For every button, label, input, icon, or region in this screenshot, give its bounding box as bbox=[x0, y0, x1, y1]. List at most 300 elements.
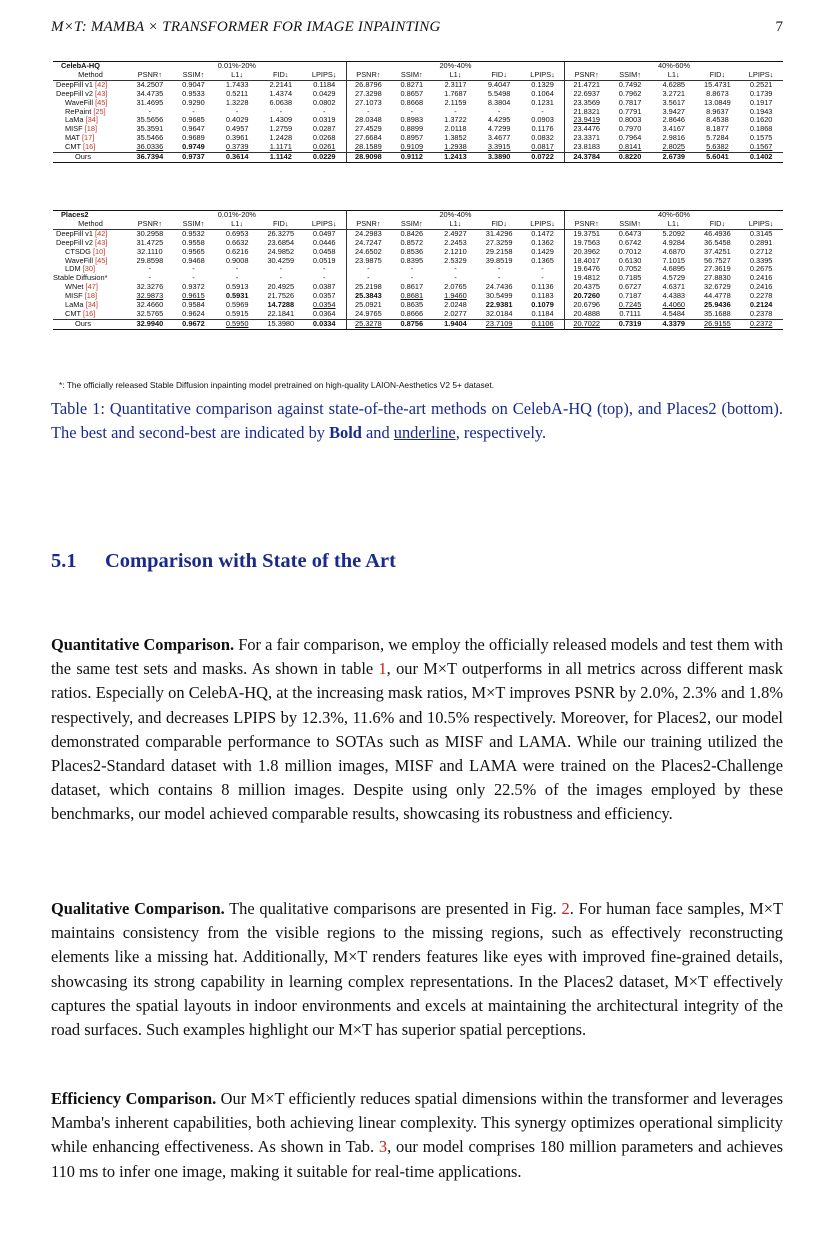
section-number: 5.1 bbox=[51, 550, 77, 572]
metric-value-ours: 0.9112 bbox=[390, 153, 434, 163]
metric-value: 21.8321 bbox=[565, 108, 609, 117]
metric-value-ours: 0.0722 bbox=[521, 153, 565, 163]
metric-value: 25.0921 bbox=[346, 301, 390, 310]
metric-value: 7.1015 bbox=[662, 256, 686, 265]
metric-value: 0.5913 bbox=[225, 283, 249, 292]
method-name bbox=[53, 301, 128, 310]
metric-value-ours: 0.5950 bbox=[215, 319, 259, 329]
section-heading bbox=[51, 550, 396, 573]
metric-value: 0.9290 bbox=[182, 98, 205, 107]
metric-value: 1.2428 bbox=[269, 134, 293, 143]
metric-value: 1.3852 bbox=[444, 134, 467, 143]
metric-value-ours: 0.7319 bbox=[608, 319, 652, 329]
mask-ratio-group: 0.01%-20% bbox=[128, 211, 346, 220]
metric-value: 0.6742 bbox=[618, 238, 642, 247]
metric-value: 0.0497 bbox=[312, 229, 336, 238]
paragraph-qualitative bbox=[51, 897, 783, 1042]
metric-value: 34.2507 bbox=[136, 80, 164, 89]
metric-value: - bbox=[410, 274, 414, 283]
method-label: LDM bbox=[65, 265, 81, 274]
metric-column-header: PSNR↑ bbox=[346, 220, 390, 229]
metric-value: 24.9765 bbox=[346, 310, 390, 319]
metric-value: 3.9427 bbox=[662, 107, 686, 116]
metric-value: 0.0903 bbox=[531, 116, 554, 125]
citation-link[interactable]: [43] bbox=[95, 89, 108, 98]
metric-value: 31.4725 bbox=[136, 238, 164, 247]
metric-value: - bbox=[148, 265, 152, 274]
metric-value: 32.9873 bbox=[136, 292, 164, 301]
metric-value: 0.1917 bbox=[749, 98, 773, 107]
metric-value: 9.4047 bbox=[487, 80, 511, 89]
metric-value: 4.4295 bbox=[487, 116, 511, 125]
metric-value: 0.2416 bbox=[749, 274, 773, 283]
method-label: MAT bbox=[65, 134, 80, 143]
metric-value: 0.5211 bbox=[226, 89, 249, 98]
metric-value: 27.1073 bbox=[346, 99, 390, 108]
metric-value: 8.8673 bbox=[706, 89, 729, 98]
metric-value: 23.9419 bbox=[565, 116, 609, 125]
metric-value: 0.8395 bbox=[400, 256, 424, 265]
metric-value: 2.9816 bbox=[662, 134, 686, 143]
metric-value-ours: 0.9737 bbox=[172, 153, 216, 163]
mask-ratio-group: 20%-40% bbox=[346, 211, 564, 220]
table-ref-link[interactable]: 3 bbox=[378, 1137, 388, 1157]
metric-value: 0.0446 bbox=[312, 238, 336, 247]
metric-value: 1.3722 bbox=[444, 116, 467, 125]
citation-link[interactable]: [34] bbox=[85, 301, 98, 310]
citation-link[interactable]: [18] bbox=[84, 292, 98, 301]
metric-value: 1.1171 bbox=[269, 143, 292, 152]
table-footnote: *: The officially released Stable Diffusion inpainting model pretrained on high-quality LAION-Aesthetics V2 5+ dataset. bbox=[59, 380, 495, 390]
metric-value: - bbox=[497, 274, 501, 283]
metric-column-header: LPIPS↓ bbox=[739, 220, 783, 229]
method-name bbox=[53, 310, 128, 319]
metric-value-ours: 3.3890 bbox=[477, 153, 521, 163]
metric-value: 32.6729 bbox=[704, 283, 731, 292]
metric-value: - bbox=[322, 265, 326, 274]
metric-column-header: LPIPS↓ bbox=[521, 220, 565, 229]
metric-column-header: SSIM↑ bbox=[608, 71, 652, 80]
metric-value: 2.0248 bbox=[444, 301, 467, 310]
metric-value: 0.0261 bbox=[312, 143, 336, 152]
metric-value: 0.9532 bbox=[182, 229, 205, 238]
method-label: Stable Diffusion* bbox=[53, 274, 108, 283]
citation-link[interactable]: [25] bbox=[93, 107, 106, 116]
metric-value: 5.5498 bbox=[487, 89, 511, 98]
metric-value: 0.0458 bbox=[312, 247, 336, 256]
metric-value-ours: 25.3278 bbox=[346, 319, 390, 329]
table-ref-link[interactable]: 1 bbox=[378, 659, 387, 679]
metric-value: 0.2124 bbox=[749, 301, 773, 310]
metric-value: 0.6216 bbox=[225, 247, 249, 256]
metric-value: 20.6796 bbox=[565, 301, 609, 310]
metric-value: 3.4677 bbox=[487, 134, 511, 143]
metric-value: 4.6895 bbox=[662, 265, 686, 274]
metric-value: 0.9533 bbox=[182, 89, 205, 98]
metric-value: 2.2141 bbox=[269, 80, 293, 89]
metric-value: 0.8426 bbox=[400, 229, 424, 238]
metric-value: 4.6285 bbox=[662, 80, 686, 89]
metric-value: 0.8617 bbox=[400, 283, 424, 292]
metric-column-header: PSNR↑ bbox=[565, 220, 609, 229]
citation-link[interactable]: [16] bbox=[82, 309, 96, 318]
citation-link[interactable]: [34] bbox=[85, 116, 98, 125]
metric-value: - bbox=[192, 265, 195, 274]
metric-value: 0.8635 bbox=[400, 301, 424, 310]
caption-mid: and bbox=[361, 422, 394, 442]
metric-value: 23.3569 bbox=[565, 99, 609, 108]
metric-value: 0.8003 bbox=[618, 116, 642, 125]
metric-value: 37.4251 bbox=[704, 247, 731, 256]
metric-value: 4.5484 bbox=[662, 309, 686, 318]
metric-value: 35.5656 bbox=[136, 116, 164, 125]
metric-value: - bbox=[279, 274, 283, 283]
metric-value: 1.2759 bbox=[269, 125, 293, 134]
method-label: WaveFill bbox=[65, 98, 94, 107]
metric-value: - bbox=[279, 107, 283, 116]
metric-column-header: LPIPS↓ bbox=[521, 71, 565, 80]
metric-value: - bbox=[541, 107, 544, 116]
method-name bbox=[53, 134, 128, 143]
metric-value: 0.1329 bbox=[531, 80, 554, 89]
metric-value-ours: 28.9098 bbox=[346, 153, 390, 163]
metric-value: 5.7284 bbox=[706, 134, 729, 143]
metric-value: 0.8957 bbox=[400, 134, 424, 143]
metric-value: 0.7245 bbox=[618, 301, 642, 310]
metric-value: 22.1841 bbox=[267, 309, 295, 318]
citation-link[interactable]: [18] bbox=[84, 125, 98, 134]
method-name-ours: Ours bbox=[53, 319, 128, 329]
metric-value: 0.0354 bbox=[312, 301, 336, 310]
metric-column-header: PSNR↑ bbox=[128, 220, 172, 229]
method-name bbox=[53, 90, 128, 99]
metric-value: - bbox=[497, 107, 501, 116]
para-heading: Efficiency Comparison. bbox=[51, 1089, 217, 1108]
metric-value: 5.2092 bbox=[662, 229, 686, 238]
metric-value: 28.1589 bbox=[346, 143, 390, 152]
metric-value: 0.0817 bbox=[531, 143, 554, 152]
running-title: M×T: MAMBA × TRANSFORMER FOR IMAGE INPAINTING bbox=[51, 19, 441, 35]
metric-value: - bbox=[497, 265, 501, 274]
caption-bold-word: Bold bbox=[329, 422, 362, 442]
metric-value: 32.1110 bbox=[137, 247, 163, 256]
method-name bbox=[53, 283, 128, 292]
metric-value: 0.9689 bbox=[182, 134, 205, 143]
metric-value: 30.5499 bbox=[485, 292, 513, 301]
dataset-label: Places2 bbox=[53, 211, 128, 220]
metric-value-ours: 0.8220 bbox=[608, 153, 652, 163]
metric-value: 32.4660 bbox=[136, 301, 164, 310]
metric-value-ours: 0.0334 bbox=[303, 319, 347, 329]
metric-value: - bbox=[454, 107, 457, 116]
method-label: LaMa bbox=[65, 116, 84, 125]
method-label: CMT bbox=[65, 309, 81, 318]
metric-value: 0.2712 bbox=[749, 247, 773, 256]
metric-value: 31.4695 bbox=[136, 98, 164, 107]
metric-value: 27.6684 bbox=[346, 134, 390, 143]
metric-value: 19.7563 bbox=[565, 239, 609, 248]
metric-value: 2.3117 bbox=[444, 80, 467, 89]
metric-value: 2.2453 bbox=[444, 238, 467, 247]
metric-value: 1.4374 bbox=[269, 89, 293, 98]
method-label: DeepFill v1 bbox=[56, 80, 93, 89]
metric-value-ours: 1.2413 bbox=[434, 153, 478, 163]
metric-value: 34.4735 bbox=[136, 89, 164, 98]
metric-value: 35.3591 bbox=[136, 125, 164, 134]
metric-column-header: PSNR↑ bbox=[565, 71, 609, 80]
metric-value: 2.0277 bbox=[444, 309, 467, 318]
metric-column-header: FID↓ bbox=[477, 220, 521, 229]
metric-value-ours: 0.2372 bbox=[739, 319, 783, 329]
metric-value: 1.7687 bbox=[444, 89, 467, 98]
metric-column-header: SSIM↑ bbox=[172, 220, 216, 229]
metric-value-ours: 5.6041 bbox=[696, 153, 740, 163]
metric-value: 13.0849 bbox=[704, 98, 731, 107]
metric-value: 24.9852 bbox=[267, 247, 295, 256]
figure-ref-link[interactable]: 2 bbox=[561, 899, 570, 918]
metric-value: 0.8681 bbox=[400, 292, 424, 301]
metric-value: 0.1176 bbox=[531, 125, 554, 134]
metric-value: 0.6473 bbox=[618, 229, 642, 238]
metric-value: 0.8536 bbox=[400, 247, 424, 256]
metric-column-header: PSNR↑ bbox=[128, 71, 172, 80]
metric-value: 23.6854 bbox=[267, 238, 295, 247]
metric-value: 0.1079 bbox=[531, 301, 554, 310]
metric-value: 46.4936 bbox=[704, 229, 731, 238]
metric-value: - bbox=[541, 265, 544, 274]
method-name bbox=[53, 125, 128, 134]
metric-value: 35.5466 bbox=[136, 134, 164, 143]
metric-value: 0.7962 bbox=[618, 89, 642, 98]
method-label: WaveFill bbox=[65, 256, 94, 265]
metric-value: 20.4888 bbox=[565, 310, 609, 319]
metric-value: 0.7185 bbox=[618, 274, 642, 283]
metric-value: 31.4296 bbox=[485, 229, 513, 238]
method-label: MISF bbox=[65, 125, 83, 134]
metric-value-ours: 0.0229 bbox=[303, 153, 347, 163]
metric-column-header: FID↓ bbox=[259, 71, 303, 80]
para-heading: Quantitative Comparison. bbox=[51, 635, 235, 654]
mask-ratio-group: 40%-60% bbox=[565, 62, 783, 71]
metric-value: 27.8830 bbox=[704, 274, 731, 283]
caption-tail: , respectively. bbox=[455, 422, 547, 442]
metric-value: 27.4529 bbox=[346, 125, 390, 134]
metric-value: 2.0765 bbox=[444, 283, 467, 292]
mask-ratio-group: 0.01%-20% bbox=[128, 62, 346, 71]
metric-value: 25.9436 bbox=[704, 301, 731, 310]
metric-column-header: PSNR↑ bbox=[346, 71, 390, 80]
metric-value: - bbox=[279, 265, 283, 274]
method-name bbox=[53, 248, 128, 257]
method-name bbox=[53, 229, 128, 238]
metric-value: 27.3259 bbox=[485, 238, 513, 247]
metric-value: - bbox=[322, 107, 326, 116]
metric-value: 2.5329 bbox=[444, 256, 467, 265]
metric-value-ours: 15.3980 bbox=[259, 319, 303, 329]
metric-value: 0.0519 bbox=[312, 256, 336, 265]
metric-value: 4.9284 bbox=[662, 238, 686, 247]
metric-value: 0.9685 bbox=[182, 116, 205, 125]
metric-value: 2.1210 bbox=[444, 247, 467, 256]
table-places2 bbox=[53, 210, 783, 330]
metric-value: 22.6937 bbox=[565, 90, 609, 99]
metric-value: - bbox=[454, 274, 457, 283]
metric-column-header: L1↓ bbox=[215, 71, 259, 80]
para-text: Our M×T efficiently reduces spatial dimensions within the transformer and leverages Mamba's inherent capabilities, both achieving linear complexity. This synergy optimizes operational simplicity while enhancing effectiveness. As shown in Tab. bbox=[51, 1089, 783, 1157]
citation-link[interactable]: [45] bbox=[95, 256, 108, 265]
citation-link[interactable]: [43] bbox=[95, 238, 108, 247]
mask-ratio-group: 40%-60% bbox=[565, 211, 783, 220]
metric-value: 3.5617 bbox=[662, 98, 686, 107]
metric-value: 0.4029 bbox=[225, 116, 249, 125]
para-text: . For human face samples, M×T maintains consistency from the visible regions to the missing regions, such as effectively reconstructing elements like a missing hat. Additionally, M×T renders features like eyes with improved fine-grained details, showcasing its strong capability in learning complex representations. In the Places2 dataset, M×T effectively captures the spatial layouts in indoor environments and excels at maintaining the architectural integrity of the road surfaces. Such examples highlight our M×T has superior spatial perceptions. bbox=[51, 899, 784, 1040]
metric-value: 0.1620 bbox=[749, 116, 773, 125]
metric-value: 0.8572 bbox=[400, 238, 424, 247]
metric-value-ours: 2.6739 bbox=[652, 153, 696, 163]
method-label: DeepFill v2 bbox=[56, 238, 93, 247]
metric-value: 2.8025 bbox=[662, 143, 686, 152]
metric-value: 0.2891 bbox=[749, 238, 773, 247]
method-name bbox=[53, 116, 128, 125]
method-name-ours: Ours bbox=[53, 153, 128, 163]
metric-value: 0.2675 bbox=[749, 265, 773, 274]
metric-value: 0.2378 bbox=[749, 309, 773, 318]
metric-value: 0.5969 bbox=[225, 301, 249, 310]
metric-value: 0.7187 bbox=[618, 292, 642, 301]
citation-link[interactable]: [47] bbox=[85, 283, 98, 292]
metric-value: 56.7527 bbox=[704, 256, 731, 265]
metric-value: 25.2198 bbox=[346, 283, 390, 292]
metric-value-ours: 24.3784 bbox=[565, 153, 609, 163]
metric-value: 0.7817 bbox=[618, 98, 642, 107]
metric-value: 27.3619 bbox=[704, 265, 731, 274]
method-name bbox=[53, 274, 128, 283]
metric-value-ours: 0.9672 bbox=[172, 319, 216, 329]
metric-value: 20.3962 bbox=[565, 248, 609, 257]
section-title: Comparison with State of the Art bbox=[105, 550, 396, 572]
metric-value: 4.6870 bbox=[662, 247, 686, 256]
metric-value: 32.3276 bbox=[136, 283, 164, 292]
metric-value: 0.1064 bbox=[531, 89, 554, 98]
method-column-header: Method bbox=[53, 220, 128, 229]
table-caption bbox=[51, 397, 783, 445]
metric-value: - bbox=[346, 265, 390, 274]
metric-value: 0.9647 bbox=[182, 125, 205, 134]
metric-value-ours: 23.7109 bbox=[477, 319, 521, 329]
citation-link[interactable]: [45] bbox=[95, 98, 108, 107]
citation-link[interactable]: [10] bbox=[92, 247, 106, 256]
method-name bbox=[53, 257, 128, 266]
metric-value: 24.7247 bbox=[346, 239, 390, 248]
metric-value: - bbox=[148, 107, 152, 116]
metric-value: 4.4383 bbox=[662, 292, 686, 301]
metric-value: 0.1739 bbox=[749, 89, 773, 98]
metric-value: 0.0387 bbox=[312, 283, 336, 292]
metric-value: 26.8796 bbox=[346, 80, 390, 89]
metric-value: 0.9624 bbox=[182, 309, 205, 318]
metric-value: 3.2721 bbox=[662, 89, 686, 98]
metric-value-ours: 4.3379 bbox=[652, 319, 696, 329]
metric-value: 0.9109 bbox=[400, 143, 424, 152]
metric-value: 0.7012 bbox=[618, 247, 642, 256]
metric-column-header: SSIM↑ bbox=[608, 220, 652, 229]
metric-value: 0.1943 bbox=[749, 107, 773, 116]
metric-column-header: FID↓ bbox=[696, 220, 740, 229]
metric-value: 0.8899 bbox=[400, 125, 424, 134]
metric-column-header: SSIM↑ bbox=[390, 220, 434, 229]
metric-value: 39.8519 bbox=[485, 256, 513, 265]
citation-link[interactable]: [17] bbox=[81, 134, 95, 143]
table-celeba-hq bbox=[53, 61, 783, 163]
metric-value: 35.1688 bbox=[704, 309, 731, 318]
metric-value: 0.0319 bbox=[312, 116, 336, 125]
metric-value: 0.7964 bbox=[618, 134, 642, 143]
metric-column-header: FID↓ bbox=[477, 71, 521, 80]
metric-value: 0.8141 bbox=[618, 143, 642, 152]
metric-value: - bbox=[192, 274, 195, 283]
metric-value: 15.4731 bbox=[704, 80, 731, 89]
metric-value: - bbox=[454, 265, 457, 274]
metric-value: 2.8646 bbox=[662, 116, 686, 125]
metric-value: 23.4476 bbox=[565, 125, 609, 134]
metric-value: 19.6476 bbox=[565, 265, 609, 274]
metric-value: - bbox=[148, 274, 152, 283]
metric-value: 0.2278 bbox=[749, 292, 773, 301]
metric-value-ours: 0.3614 bbox=[215, 153, 259, 163]
metric-value: 19.3751 bbox=[565, 229, 609, 238]
metric-column-header: L1↓ bbox=[434, 71, 478, 80]
metric-value-ours: 1.9404 bbox=[434, 319, 478, 329]
citation-link[interactable]: [16] bbox=[82, 143, 96, 152]
metric-value: 3.3915 bbox=[487, 143, 511, 152]
citation-link[interactable]: [30] bbox=[82, 265, 95, 274]
metric-value: 0.1184 bbox=[313, 80, 336, 89]
metric-value: 1.7433 bbox=[225, 80, 249, 89]
metric-value: - bbox=[322, 274, 326, 283]
metric-value: 0.3145 bbox=[749, 229, 773, 238]
metric-value: 0.9565 bbox=[182, 247, 205, 256]
metric-value: 0.2416 bbox=[749, 283, 773, 292]
para-text: , our M×T outperforms in all metrics across different mask ratios. Especially on CelebA-HQ, at the increasing mask ratios, M×T improves PSNR by 2.0%, 2.3% and 1.8% respectively, and decreases LPIPS by 12.3%, 11.6% and 10.5% respectively. Moreover, for Places2, our model demonstrated comparable performance to SOTAs such as MISF and LAMA. While our training utilized the Places2-Standard dataset with 1.8 million images, MISF and LAMA were trained on the Places2-Challenge dataset, which contains 8 million images. Despite using only 22.5% of the images employed by these benchmarks, our model achieved comparable results, showcasing its robustness and efficiency. bbox=[51, 659, 783, 824]
metric-value: - bbox=[235, 107, 239, 116]
method-label: CTSDG bbox=[65, 247, 91, 256]
metric-value-ours: 1.1142 bbox=[259, 153, 303, 163]
metric-value: 0.3961 bbox=[225, 134, 249, 143]
metric-value: 27.3298 bbox=[346, 90, 390, 99]
metric-value: 0.9372 bbox=[182, 283, 205, 292]
metric-value: 0.9615 bbox=[182, 292, 205, 301]
metric-column-header: L1↓ bbox=[215, 220, 259, 229]
metric-value: 0.1184 bbox=[531, 309, 554, 318]
metric-value: 20.7260 bbox=[565, 292, 609, 301]
metric-value: 0.1429 bbox=[531, 247, 554, 256]
metric-value: 18.4017 bbox=[565, 257, 609, 266]
metric-value: 0.0287 bbox=[312, 125, 336, 134]
metric-value: 0.0832 bbox=[531, 134, 554, 143]
metric-value: 4.7299 bbox=[487, 125, 511, 134]
metric-value-ours: 0.1402 bbox=[739, 153, 783, 163]
citation-link[interactable]: [42] bbox=[95, 80, 108, 89]
metric-value: 8.3804 bbox=[487, 98, 511, 107]
caption-lead: Table 1: Quantitative comparison against state-of-the-art methods on CelebA-HQ (top), and Places2 (bottom). The best and second-best are indicated by bbox=[51, 399, 783, 442]
metric-value: 6.0638 bbox=[269, 98, 293, 107]
citation-link[interactable]: [42] bbox=[95, 229, 108, 238]
para-heading: Qualitative Comparison. bbox=[51, 899, 225, 918]
metric-value: 2.0118 bbox=[444, 125, 467, 134]
metric-value-ours: 0.1106 bbox=[521, 319, 565, 329]
metric-column-header: LPIPS↓ bbox=[303, 220, 347, 229]
metric-column-header: L1↓ bbox=[434, 220, 478, 229]
